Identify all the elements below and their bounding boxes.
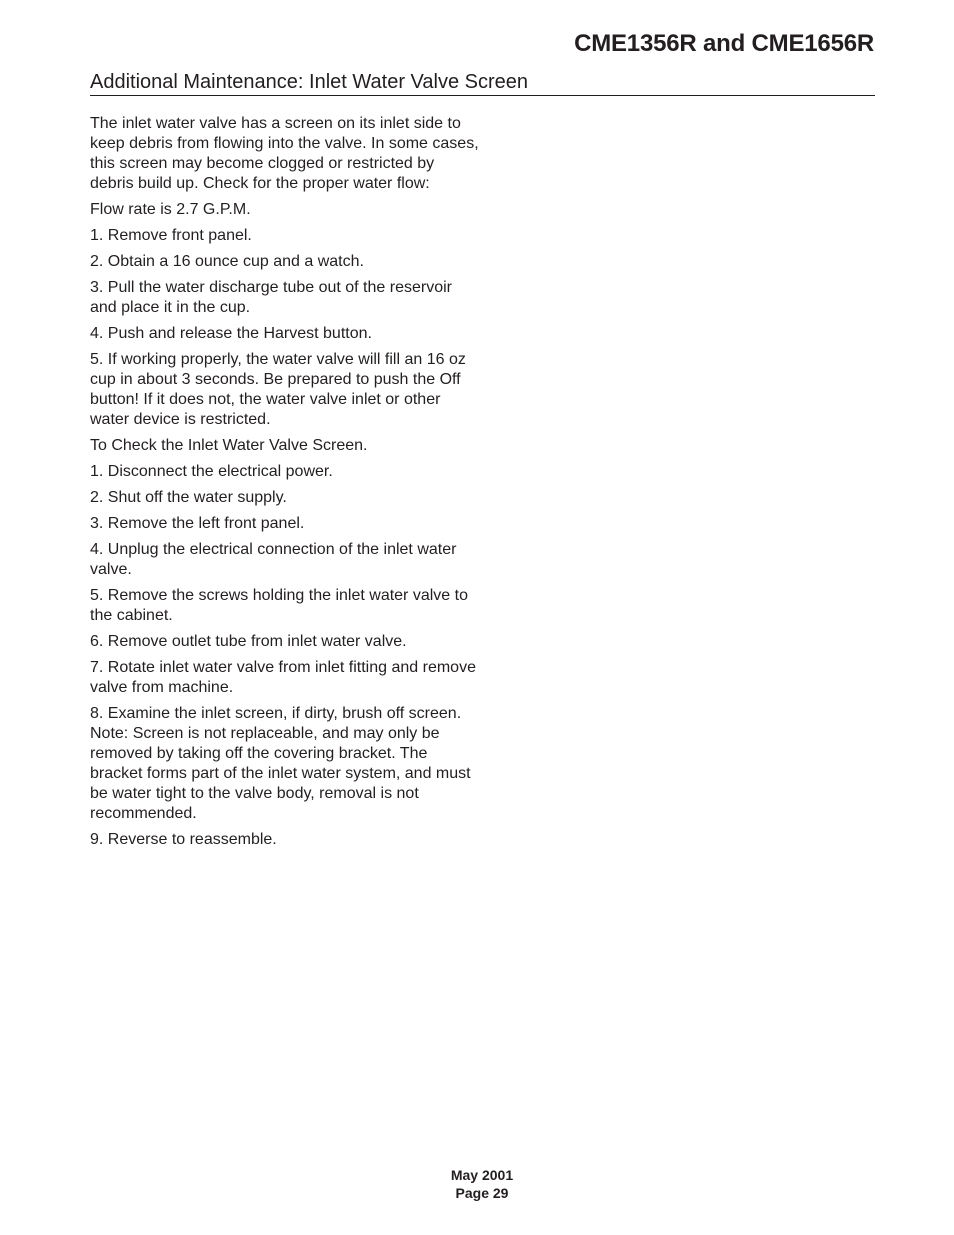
screen-check-step: 7. Rotate inlet water valve from inlet fitting and remove valve from machine. <box>90 659 476 696</box>
intro-paragraph: The inlet water valve has a screen on its inlet side to keep debris from flowing into the valve. In some cases, this screen may become clogged or restricted by debris build up. Check for the proper water flow: <box>90 115 479 192</box>
flow-check-step: 1. Remove front panel. <box>90 227 252 244</box>
screen-check-step: 5. Remove the screws holding the inlet water valve to the cabinet. <box>90 587 468 624</box>
screen-check-step: 1. Disconnect the electrical power. <box>90 463 333 480</box>
body-text-column <box>90 114 482 856</box>
screen-check-step: 2. Shut off the water supply. <box>90 489 287 506</box>
flow-check-step: 5. If working properly, the water valve will fill an 16 oz cup in about 3 seconds. Be prepared to push the Off button! If it does not, the water valve inlet or other water device is restricted. <box>90 351 466 428</box>
screen-check-step: 4. Unplug the electrical connection of the inlet water valve. <box>90 541 457 578</box>
footer-date: May 2001 <box>450 1167 514 1183</box>
document-title: CME1356R and CME1656R <box>574 30 874 57</box>
screen-check-step: 3. Remove the left front panel. <box>90 515 305 532</box>
footer-page-number: Page 29 <box>455 1185 509 1201</box>
screen-check-intro: To Check the Inlet Water Valve Screen. <box>90 437 368 454</box>
flow-rate-line: Flow rate is 2.7 G.P.M. <box>90 201 251 218</box>
screen-check-step: 6. Remove outlet tube from inlet water valve. <box>90 633 407 650</box>
section-heading: Additional Maintenance: Inlet Water Valve Screen <box>90 70 875 96</box>
page-footer <box>0 1166 954 1202</box>
flow-check-step: 4. Push and release the Harvest button. <box>90 325 372 342</box>
screen-check-step: 9. Reverse to reassemble. <box>90 831 277 848</box>
flow-check-step: 2. Obtain a 16 ounce cup and a watch. <box>90 253 364 270</box>
flow-check-step: 3. Pull the water discharge tube out of the reservoir and place it in the cup. <box>90 279 452 316</box>
screen-check-step: 8. Examine the inlet screen, if dirty, brush off screen. Note: Screen is not replaceable, and may only be removed by taking off the covering bracket. The bracket forms part of the inlet water system, and must be water tight to the valve body, removal is not recommended. <box>90 705 471 822</box>
